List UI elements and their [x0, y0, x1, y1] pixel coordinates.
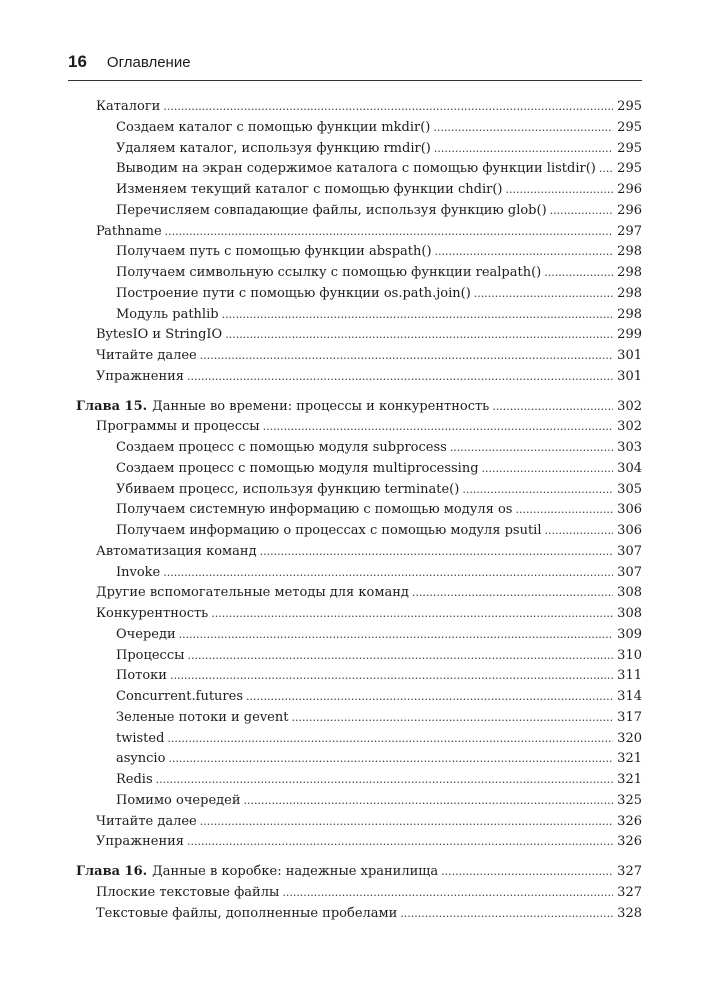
toc-page-number: 317 — [617, 709, 642, 725]
dot-leader — [211, 604, 613, 625]
toc-page-number: 325 — [617, 792, 642, 808]
toc-entry-label: Зеленые потоки и gevent — [116, 709, 289, 725]
dot-leader — [165, 222, 613, 243]
dot-leader — [187, 832, 613, 853]
toc-page-number: 303 — [617, 440, 642, 455]
toc-entry — [76, 708, 642, 729]
toc-entry-title — [116, 708, 288, 729]
toc-entry-title — [116, 118, 430, 139]
dot-leader — [482, 459, 613, 480]
toc-page-number: 299 — [617, 327, 642, 343]
dot-leader — [167, 729, 613, 750]
toc-entry-title — [96, 417, 260, 438]
dot-leader — [441, 862, 613, 883]
toc-entry-label: Создаем процесс с помощью модуля multiprocessing — [116, 460, 479, 476]
toc-page-number: 326 — [617, 834, 642, 850]
toc-entry — [76, 583, 642, 604]
toc-page-number: 321 — [617, 772, 642, 787]
dot-leader — [400, 904, 613, 925]
toc-entry-title — [116, 284, 471, 305]
toc-entry — [76, 500, 642, 521]
toc-entry-title — [116, 729, 164, 750]
dot-leader — [200, 346, 613, 367]
toc-entry-label: Упражнения — [96, 368, 184, 384]
dot-leader — [163, 563, 613, 584]
chapter-number: Глава 16. — [76, 864, 148, 879]
toc-entry-label: Читайте далее — [96, 813, 197, 829]
toc-entry — [76, 687, 642, 708]
toc-entry — [76, 812, 642, 833]
toc-entry — [76, 770, 642, 791]
toc-entry — [76, 139, 642, 160]
table-of-contents — [76, 97, 642, 924]
toc-entry-label: Получаем символьную ссылку с помощью функции realpath() — [116, 265, 542, 280]
toc-entry-title — [116, 305, 219, 326]
toc-entry — [76, 883, 642, 904]
toc-entry-label: Убиваем процесс, используя функцию terminate() — [116, 481, 460, 497]
toc-entry-title — [116, 201, 547, 222]
page-number: 16 — [68, 52, 87, 71]
dot-leader — [187, 367, 613, 388]
toc-entry-title — [116, 666, 167, 687]
toc-entry-label: Перечисляем совпадающие файлы, используя функцию glob() — [116, 202, 547, 218]
toc-entry-title — [76, 862, 438, 883]
dot-leader — [163, 97, 613, 118]
toc-entry-label: Получаем информацию о процессах с помощью модуля psutil — [116, 523, 542, 538]
toc-page-number: 306 — [617, 502, 642, 518]
toc-entry-label: Invoke — [116, 564, 161, 580]
toc-entry-label: asyncio — [116, 751, 166, 767]
toc-entry — [76, 263, 642, 284]
toc-entry-label: Удаляем каталог, используя функцию rmdir() — [116, 140, 431, 156]
toc-page-number: 306 — [617, 523, 642, 538]
toc-page-number: 296 — [617, 182, 642, 197]
toc-entry-label: Создаем каталог с помощью функции mkdir() — [116, 119, 431, 135]
toc-entry-title — [116, 687, 243, 708]
toc-entry — [76, 666, 642, 687]
toc-page-number: 304 — [617, 460, 642, 476]
toc-page-number: 308 — [617, 606, 642, 621]
toc-chapter-entry — [76, 862, 642, 883]
dot-leader — [246, 687, 613, 708]
toc-page-number: 314 — [617, 689, 642, 704]
toc-entry-label: Изменяем текущий каталог с помощью функции chdir() — [116, 182, 503, 197]
toc-entry — [76, 417, 642, 438]
toc-page-number: 296 — [617, 202, 642, 218]
toc-entry-label: Другие вспомогательные методы для команд — [96, 585, 409, 601]
dot-leader — [168, 749, 613, 770]
toc-entry-title — [96, 604, 208, 625]
toc-entry — [76, 904, 642, 925]
toc-entry-label: Redis — [116, 772, 153, 787]
toc-entry-title — [116, 749, 165, 770]
toc-entry-title — [116, 646, 184, 667]
toc-entry-title — [116, 770, 153, 791]
toc-entry-title — [116, 459, 479, 480]
toc-entry-title — [116, 242, 432, 263]
toc-entry — [76, 118, 642, 139]
toc-entry-label: Читайте далее — [96, 348, 197, 363]
toc-page-number: 295 — [617, 99, 642, 114]
toc-page-number: 298 — [617, 265, 642, 280]
toc-entry-title — [96, 97, 160, 118]
dot-leader — [187, 646, 613, 667]
dot-leader — [505, 180, 613, 201]
toc-entry-title — [96, 832, 184, 853]
toc-entry-title — [96, 346, 197, 367]
toc-entry-title — [116, 563, 160, 584]
toc-entry-title — [116, 438, 447, 459]
dot-leader — [599, 159, 613, 180]
toc-entry — [76, 97, 642, 118]
toc-entry-title — [116, 263, 541, 284]
toc-entry-title — [96, 812, 197, 833]
toc-page-number: 307 — [617, 564, 642, 580]
toc-entry-label: Конкурентность — [96, 606, 209, 621]
toc-entry — [76, 459, 642, 480]
dot-leader — [156, 770, 613, 791]
dot-leader — [492, 397, 613, 418]
toc-entry — [76, 625, 642, 646]
toc-entry-label: Потоки — [116, 668, 167, 684]
toc-entry-label: Данные во времени: процессы и конкурентность — [152, 398, 490, 414]
toc-entry-label: Выводим на экран содержимое каталога с помощью функции listdir() — [116, 161, 596, 177]
toc-entry-label: Построение пути с помощью функции os.path.join() — [116, 285, 471, 301]
dot-leader — [435, 242, 613, 263]
dot-leader — [244, 791, 613, 812]
toc-entry-label: Модуль pathlib — [116, 306, 219, 322]
toc-entry-label: BytesIO и StringIO — [96, 327, 223, 343]
toc-page-number: 297 — [617, 223, 642, 239]
toc-page-number: 298 — [617, 285, 642, 301]
toc-chapter-entry — [76, 397, 642, 418]
toc-page-number: 295 — [617, 119, 642, 135]
toc-entry-title — [116, 791, 241, 812]
dot-leader — [263, 417, 613, 438]
dot-leader — [433, 118, 613, 139]
dot-leader — [544, 263, 613, 284]
toc-entry — [76, 791, 642, 812]
toc-page-number: 326 — [617, 813, 642, 829]
toc-page-number: 295 — [617, 161, 642, 177]
toc-page-number: 320 — [617, 730, 642, 746]
toc-entry-label: Автоматизация команд — [96, 543, 257, 559]
dot-leader — [545, 521, 614, 542]
toc-entry-label: Создаем процесс с помощью модуля subprocess — [116, 440, 447, 455]
toc-entry — [76, 367, 642, 388]
toc-page-number: 301 — [617, 348, 642, 363]
toc-entry-title — [96, 542, 257, 563]
toc-page-number: 311 — [617, 668, 642, 684]
toc-entry — [76, 159, 642, 180]
dot-leader — [179, 625, 613, 646]
toc-entry — [76, 242, 642, 263]
toc-entry-title — [96, 883, 279, 904]
dot-leader — [260, 542, 613, 563]
toc-entry-title — [76, 397, 489, 418]
toc-page-number: 328 — [617, 905, 642, 921]
toc-entry-title — [116, 159, 596, 180]
dot-leader — [515, 500, 613, 521]
toc-page-number: 298 — [617, 244, 642, 260]
toc-entry — [76, 346, 642, 367]
toc-entry — [76, 832, 642, 853]
page-title: Оглавление — [106, 54, 191, 71]
dot-leader — [412, 583, 613, 604]
toc-entry — [76, 521, 642, 542]
dot-leader — [450, 438, 613, 459]
toc-entry — [76, 480, 642, 501]
toc-entry — [76, 222, 642, 243]
dot-leader — [474, 284, 613, 305]
toc-entry-label: Concurrent.futures — [116, 689, 244, 704]
toc-entry-label: Процессы — [116, 647, 185, 663]
toc-entry-title — [116, 625, 176, 646]
toc-entry-title — [116, 500, 512, 521]
toc-entry-label: Программы и процессы — [96, 419, 260, 435]
toc-entry — [76, 284, 642, 305]
page-header — [68, 52, 642, 81]
toc-page-number: 302 — [617, 398, 642, 414]
toc-entry-title — [96, 904, 397, 925]
dot-leader — [170, 666, 613, 687]
toc-page-number: 305 — [617, 481, 642, 497]
toc-entry — [76, 438, 642, 459]
toc-entry-title — [96, 325, 222, 346]
toc-entry — [76, 646, 642, 667]
toc-page-number: 298 — [617, 306, 642, 322]
toc-page-number: 327 — [617, 864, 642, 879]
toc-page-number: 321 — [617, 751, 642, 767]
toc-entry — [76, 180, 642, 201]
toc-entry-title — [116, 139, 431, 160]
toc-entry-label: Текстовые файлы, дополненные пробелами — [96, 905, 398, 921]
toc-entry — [76, 325, 642, 346]
toc-page-number: 309 — [617, 626, 642, 642]
toc-page-number: 310 — [617, 647, 642, 663]
toc-page-number: 327 — [617, 884, 642, 900]
dot-leader — [200, 812, 613, 833]
toc-entry — [76, 729, 642, 750]
chapter-number: Глава 15. — [76, 398, 148, 414]
toc-entry-label: Плоские текстовые файлы — [96, 884, 280, 900]
toc-entry — [76, 563, 642, 584]
toc-entry-label: twisted — [116, 730, 165, 746]
toc-entry-label: Получаем путь с помощью функции abspath() — [116, 244, 432, 260]
toc-page-number: 301 — [617, 368, 642, 384]
toc-entry-title — [96, 367, 184, 388]
toc-entry-label: Получаем системную информацию с помощью модуля os — [116, 502, 513, 518]
toc-entry — [76, 749, 642, 770]
dot-leader — [550, 201, 613, 222]
toc-entry-label: Очереди — [116, 626, 176, 642]
toc-entry — [76, 201, 642, 222]
toc-entry — [76, 542, 642, 563]
toc-page-number: 295 — [617, 140, 642, 156]
toc-page-number: 307 — [617, 543, 642, 559]
toc-entry — [76, 604, 642, 625]
dot-leader — [291, 708, 613, 729]
toc-entry-title — [116, 180, 502, 201]
toc-entry-title — [116, 521, 542, 542]
toc-entry-title — [96, 583, 409, 604]
toc-entry — [76, 305, 642, 326]
toc-page-number: 302 — [617, 419, 642, 435]
toc-entry-label: Помимо очередей — [116, 792, 241, 808]
dot-leader — [225, 325, 613, 346]
toc-entry-label: Упражнения — [96, 834, 184, 850]
dot-leader — [282, 883, 613, 904]
toc-entry-label: Pathname — [96, 223, 162, 239]
toc-entry-title — [96, 222, 162, 243]
dot-leader — [222, 305, 613, 326]
dot-leader — [462, 480, 613, 501]
toc-page-number: 308 — [617, 585, 642, 601]
toc-entry-label: Каталоги — [96, 99, 161, 114]
toc-entry-label: Данные в коробке: надежные хранилища — [152, 864, 439, 879]
toc-entry-title — [116, 480, 459, 501]
dot-leader — [434, 139, 613, 160]
